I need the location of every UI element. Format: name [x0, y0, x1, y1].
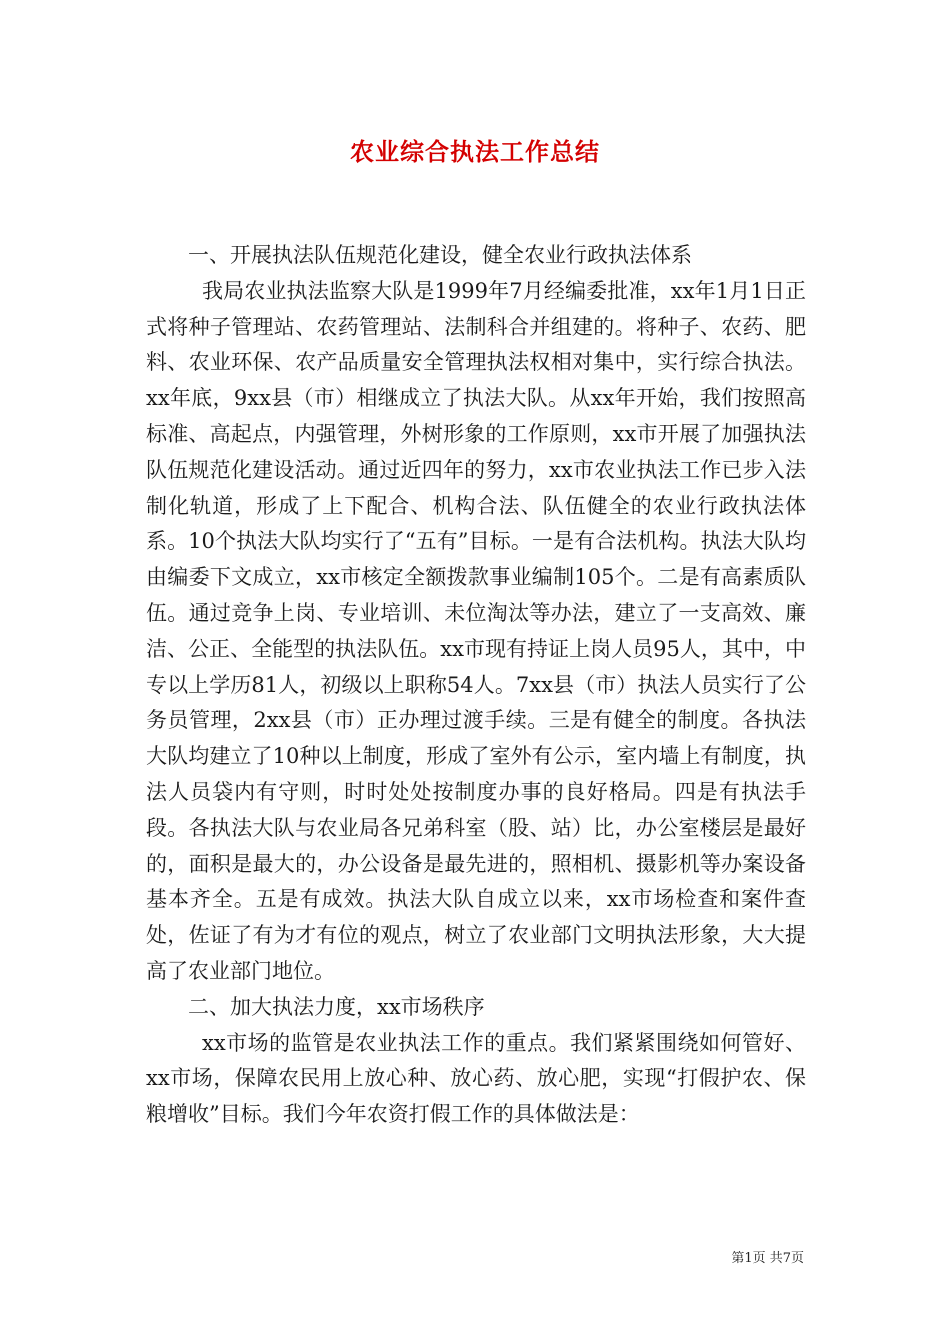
section-heading-1: 一、开展执法队伍规范化建设，健全农业行政执法体系	[188, 243, 692, 267]
section-paragraph-1: 我局农业执法监察大队是1999年7月经编委批准，xx年1月1日正式将种子管理站、农药管理站、法制科合并组建的。将种子、农药、肥料、农业环保、农产品质量安全管理执法权相对集中，实行综合执法。xx年底，9xx县（市）相继成立了执法大队。从xx年开始，我们按照高标准、高起点，内强管理，外树形象的工作原则，xx市开展了加强执法队伍规范化建设活动。通过近四年的努力，xx市农业执法工作已步入法制化轨道，形成了上下配合、机构合法、队伍健全的农业行政执法体系。10个执法大队均实行了“五有”目标。一是有合法机构。执法大队均由编委下文成立，xx市核定全额拨款事业编制105个。二是有高素质队伍。通过竞争上岗、专业培训、未位淘汰等办法，建立了一支高效、廉洁、公正、全能型的执法队伍。xx市现有持证上岗人员95人，其中，中专以上学历81人，初级以上职称54人。7xx县（市）执法人员实行了公务员管理，2xx县（市）正办理过渡手续。三是有健全的制度。各执法大队均建立了10种以上制度，形成了室外有公示，室内墙上有制度，执法人员袋内有守则，时时处处按制度办事的良好格局。四是有执法手段。各执法大队与农业局各兄弟科室（股、站）比，办公室楼层是最好的，面积是最大的，办公设备是最先进的，照相机、摄影机等办案设备基本齐全。五是有成效。执法大队自成立以来，xx市场检查和案件查处，佐证了有为才有位的观点，树立了农业部门文明执法形象，大大提高了农业部门地位。	[146, 278, 806, 983]
document-title: 农业综合执法工作总结	[350, 137, 600, 166]
document-body	[146, 238, 806, 1133]
section-heading-2: 二、加大执法力度，xx市场秩序	[188, 994, 485, 1019]
section-paragraph-2: xx市场的监管是农业执法工作的重点。我们紧紧围绕如何管好、xx市场，保障农民用上放心种、放心药、放心肥，实现“打假护农、保粮增收”目标。我们今年农资打假工作的具体做法是：	[146, 1030, 806, 1127]
page-number-footer: 第1页 共7页	[731, 1251, 804, 1266]
